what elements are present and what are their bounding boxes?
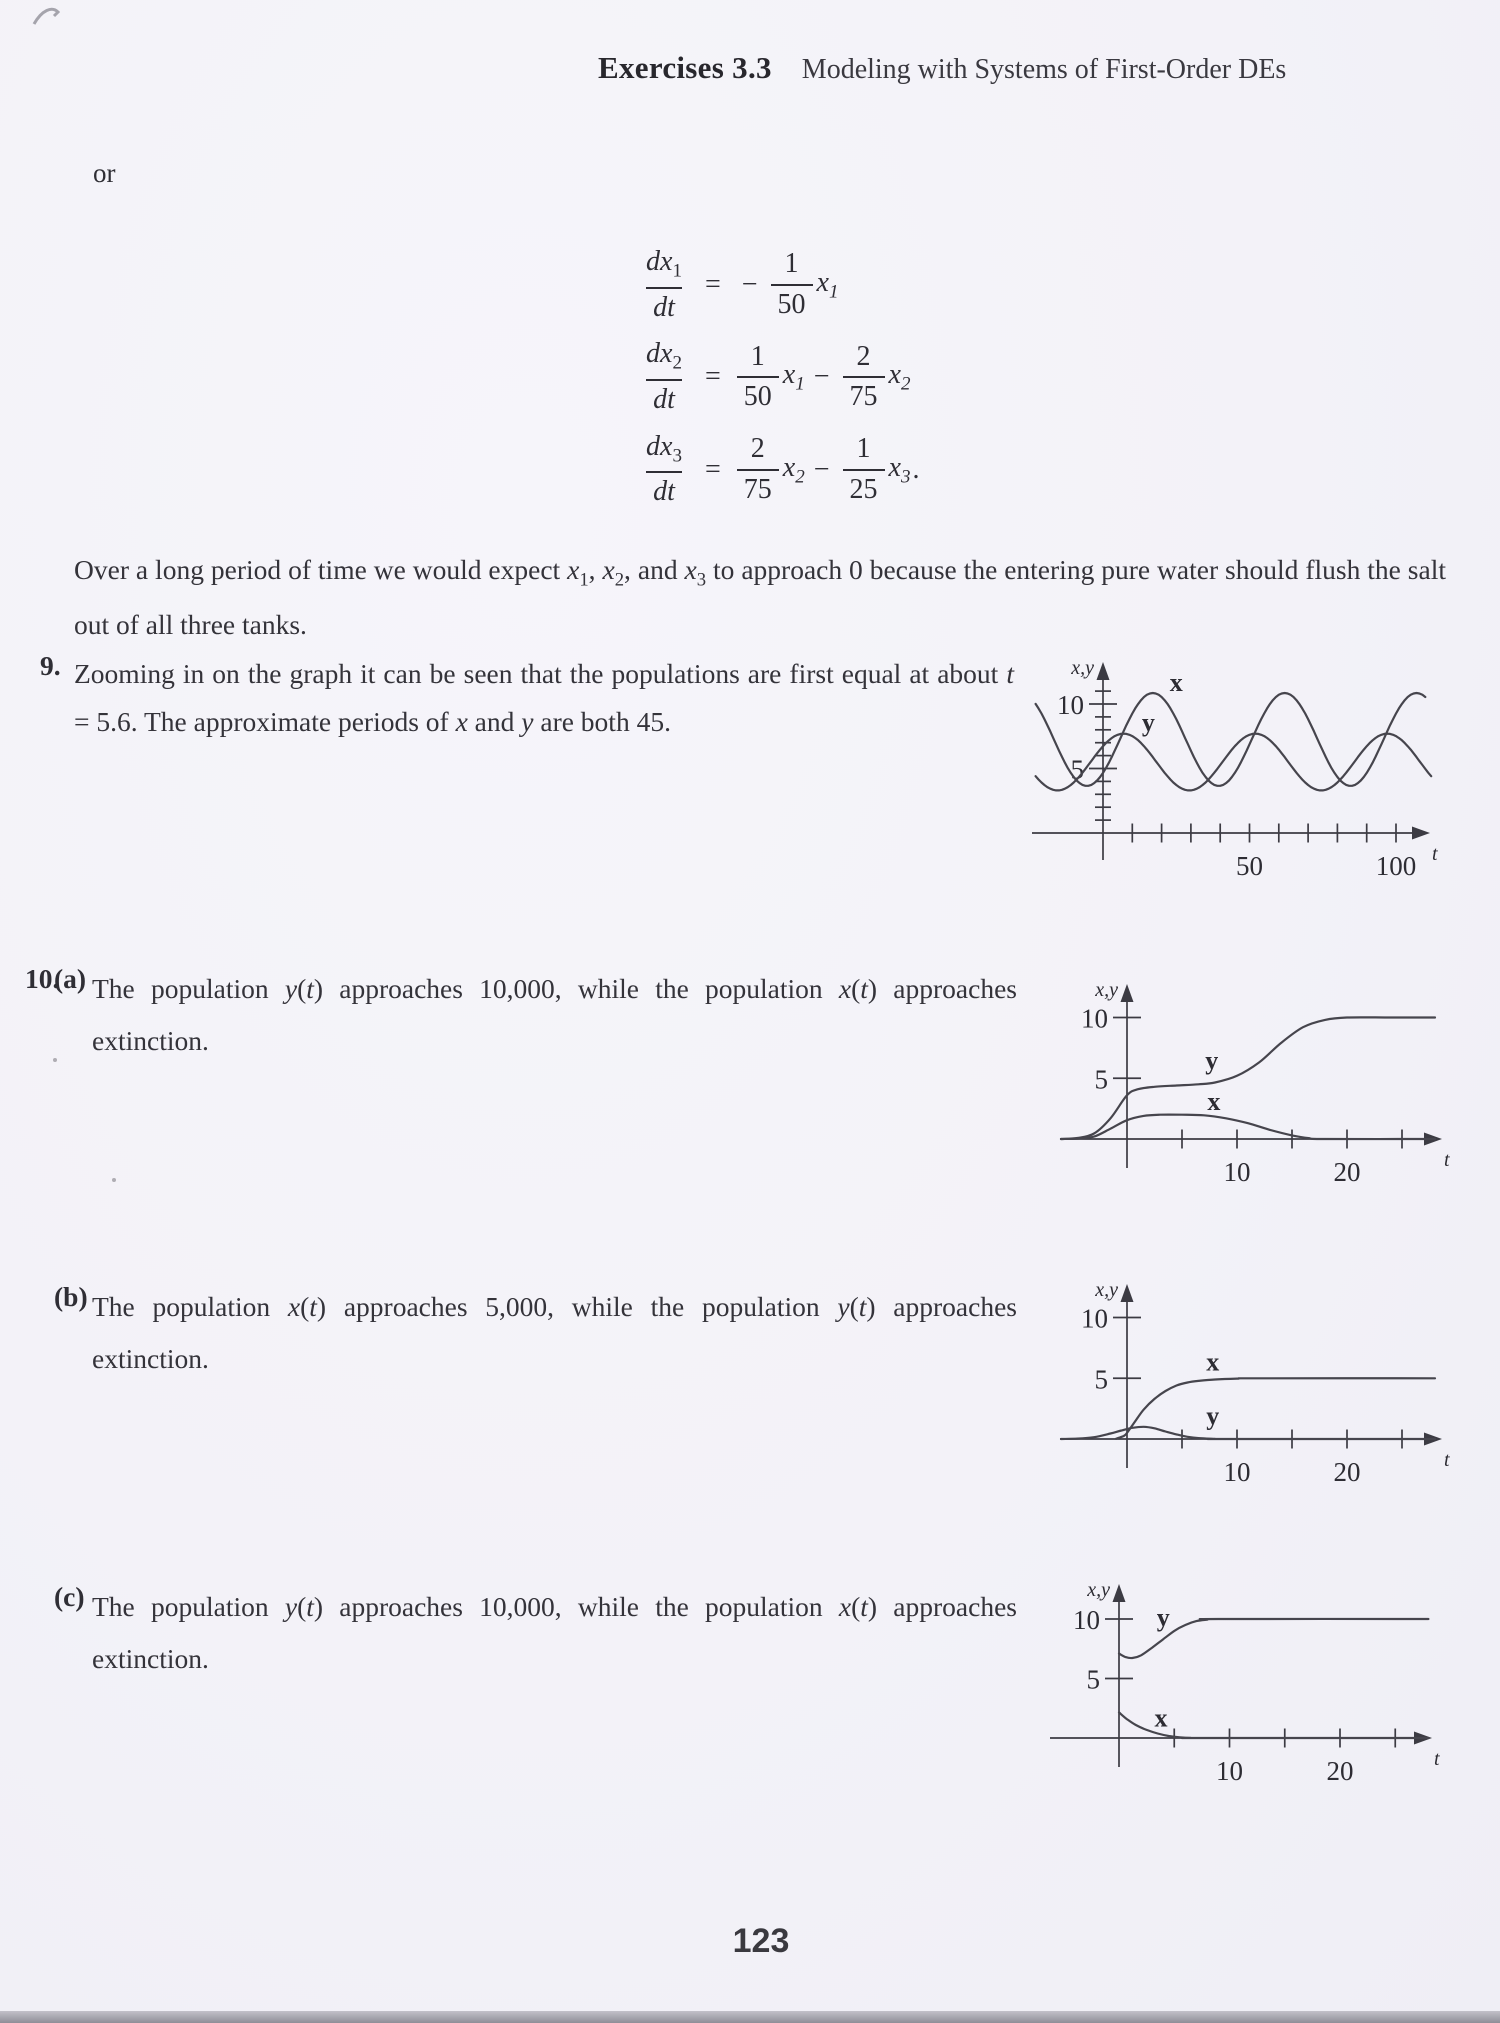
v-tick-label: 10 (1073, 1605, 1100, 1635)
t-tick-label: 10 (1223, 1457, 1251, 1487)
t-axis-label: t (1444, 1149, 1450, 1171)
xy-axis-label: x,y (1095, 979, 1118, 1001)
equation-row (635, 431, 919, 509)
minus-sign: − (813, 453, 830, 485)
equation-variable: $x_1$ (782, 359, 805, 395)
intro-paragraph: Over a long period of time we would expect $x_1$, $x_2$, and $x_3$ to approach 0 because the entering pure water should flush the salt out of all three tanks. (74, 554, 1446, 640)
exercises-section-label: Exercises 3.3 (598, 50, 772, 85)
pen-mark (28, 2, 78, 32)
fraction: $\frac{1}{50}$ (737, 341, 779, 415)
equals-sign: = (704, 269, 721, 301)
equation-variable: $x_2$ (782, 451, 805, 488)
xy-axis-label: x,y (1087, 1579, 1110, 1601)
xy-axis-arrow (1121, 984, 1134, 1002)
v-tick-label: 10 (1057, 690, 1084, 720)
or-connector-text: or (93, 158, 116, 188)
curve-x (1036, 693, 1426, 786)
equals-sign: = (704, 361, 721, 393)
scan-speck (53, 1058, 57, 1062)
scan-speck (112, 1178, 116, 1182)
t-tick-label: 50 (1236, 851, 1263, 881)
equation-variable: $x_2$ (888, 359, 911, 395)
series-label-x: x (1206, 1347, 1220, 1377)
series-label-x: x (1154, 1703, 1168, 1733)
page-number: 123 (732, 1922, 790, 1960)
series-label-x: x (1207, 1086, 1221, 1116)
equation-system-block (635, 246, 919, 523)
xy-axis-arrow (1121, 1284, 1134, 1302)
item-10b-text: The population x(t) approaches 5,000, while the population y(t) approaches extinction. (92, 1291, 1017, 1374)
v-tick-label: 10 (1081, 1003, 1108, 1034)
fraction: $\frac{1}{25}$ (843, 433, 885, 507)
minus-sign: − (813, 361, 830, 393)
v-tick-label: 5 (1094, 1364, 1108, 1395)
series-label-y: y (1206, 1401, 1220, 1431)
curve-x (1116, 1378, 1435, 1439)
curve-x (1061, 1115, 1435, 1139)
population-chart-10c (1030, 1572, 1500, 1812)
equation-row (635, 246, 919, 324)
t-tick-label: 20 (1326, 1756, 1354, 1786)
population-chart-10b (1040, 1272, 1500, 1512)
xy-axis-arrow (1113, 1584, 1126, 1602)
series-label-y: y (1156, 1603, 1170, 1633)
v-tick-label: 5 (1086, 1664, 1100, 1695)
xy-axis-label: x,y (1095, 1279, 1118, 1301)
fraction: $\frac{dx_3}{dt}$ (646, 430, 682, 508)
equation-period: . (912, 453, 920, 485)
series-label-x: x (1169, 668, 1183, 698)
item-9-text: Zooming in on the graph it can be seen that the populations are first equal at about t = 5.6. The approximate periods of x and y are both 45. (74, 658, 1014, 737)
series-label-y: y (1205, 1046, 1219, 1076)
t-axis-label: t (1432, 843, 1438, 865)
curve-y (1061, 1427, 1435, 1439)
t-tick-label: 20 (1333, 1457, 1361, 1487)
t-tick-label: 10 (1223, 1157, 1251, 1187)
oscillating-populations-chart (1018, 652, 1496, 902)
page-header (598, 50, 1286, 86)
item-10a-label: (a) (54, 963, 87, 994)
xy-axis-label: x,y (1071, 657, 1094, 679)
equation-row (635, 338, 919, 416)
t-tick-label: 10 (1216, 1756, 1243, 1786)
v-tick-label: 10 (1081, 1303, 1108, 1334)
equals-sign: = (704, 453, 721, 485)
series-label-y: y (1141, 708, 1155, 738)
minus-sign: − (741, 269, 758, 301)
v-tick-label: 5 (1070, 754, 1084, 785)
fraction: $\frac{2}{75}$ (737, 433, 779, 507)
item-9-number: 9. (40, 650, 61, 681)
item-10a-text: The population y(t) approaches 10,000, while the population x(t) approaches extinction. (92, 973, 1017, 1056)
t-axis-label: t (1444, 1449, 1450, 1471)
page-bottom-edge (0, 2011, 1500, 2023)
fraction: $\frac{2}{75}$ (843, 341, 885, 415)
fraction: $\frac{dx_2}{dt}$ (646, 338, 682, 415)
item-10c-text: The population y(t) approaches 10,000, while the population x(t) approaches extinction. (92, 1591, 1017, 1674)
population-chart-10a (1040, 972, 1500, 1212)
t-axis-arrow (1412, 827, 1430, 840)
fraction: $\frac{1}{50}$ (771, 248, 813, 322)
item-10c-label: (c) (54, 1581, 85, 1612)
item-10b-label: (b) (54, 1281, 88, 1312)
t-tick-label: 100 (1375, 851, 1417, 881)
equation-variable: $x_3$ (888, 451, 911, 488)
t-tick-label: 20 (1333, 1157, 1361, 1187)
t-axis-label: t (1434, 1748, 1440, 1770)
v-tick-label: 5 (1094, 1064, 1108, 1095)
xy-axis-arrow (1097, 662, 1110, 680)
item-10-number: 10. (25, 963, 60, 994)
fraction: $\frac{dx_1}{dt}$ (646, 246, 682, 323)
section-title: Modeling with Systems of First-Order DEs (801, 54, 1287, 85)
equation-variable: $x_1$ (816, 266, 839, 303)
